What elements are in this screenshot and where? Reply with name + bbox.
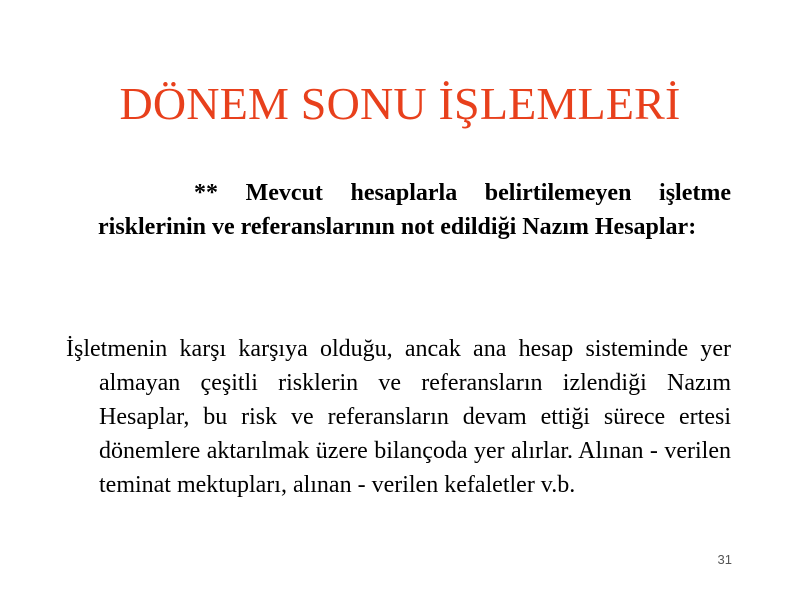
slide-title: DÖNEM SONU İŞLEMLERİ	[119, 78, 681, 129]
heading-paragraph: ** Mevcut hesaplarla belirtilemeyen işletme risklerinin ve referanslarının not edildiği Nazım Hesaplar:	[98, 180, 731, 240]
body-paragraph: İşletmenin karşı karşıya olduğu, ancak ana hesap sisteminde yer almayan çeşitli risklerin ve referansların izlendiği Nazım Hesaplar, bu risk ve referansların devam ettiği sürece ertesi dönemlere aktarılmak üzere bilançoda yer alırlar. Alınan - verilen teminat mektupları, alınan - verilen kefaletler v.b.	[66, 336, 731, 498]
page-number: 31	[717, 552, 732, 567]
